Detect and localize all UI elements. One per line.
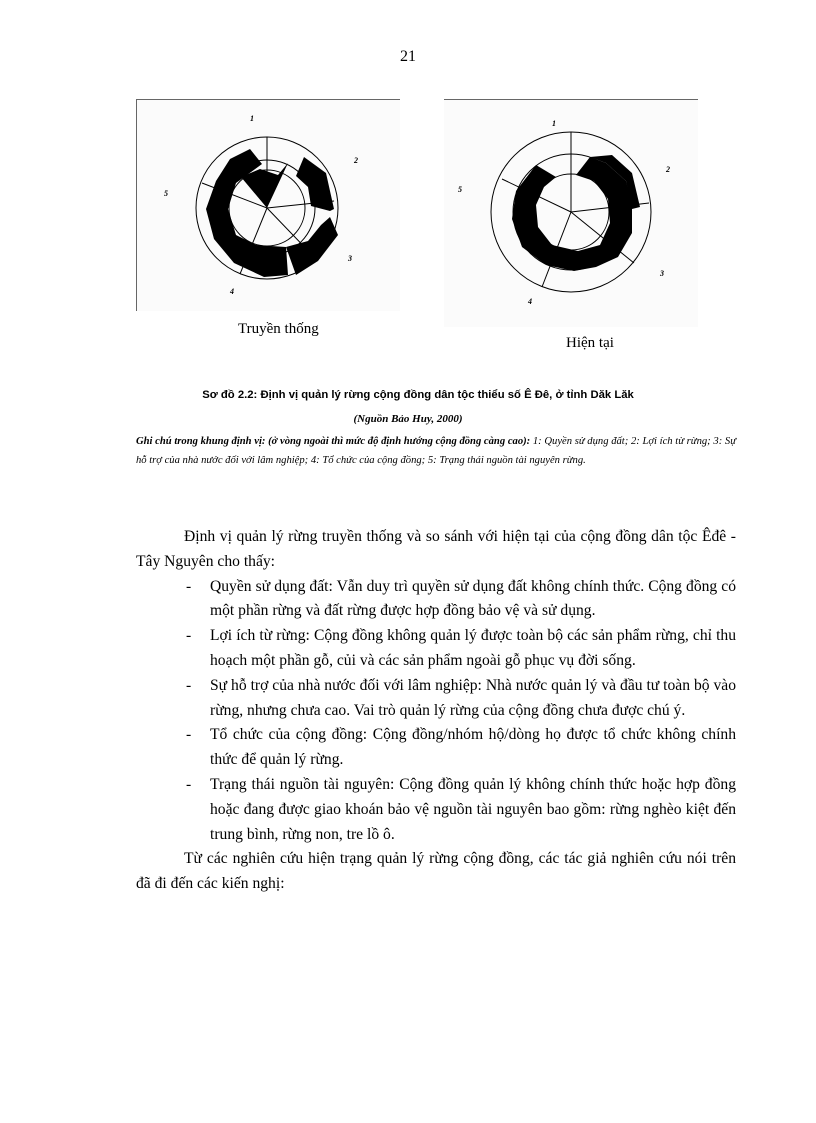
axis-label-2: 2 <box>666 165 670 174</box>
list-dash: - <box>186 577 192 595</box>
positioning-diagram-traditional <box>136 99 400 311</box>
list-item <box>136 674 736 724</box>
figure-traditional <box>136 99 400 311</box>
list-dash: - <box>186 726 192 744</box>
list-item <box>136 723 736 773</box>
list-item-text: Trạng thái nguồn tài nguyên: Cộng đồng quản lý không chính thức hoặc hợp đồng hoặc đang được giao khoán bảo vệ nguồn tài nguyên bao gồm: rừng nghèo kiệt đến trung bình, rừng non, tre lồ ô. <box>210 775 736 843</box>
caption-note-lead: Ghi chú trong khung định vị: (ở vòng ngoài thì mức độ định hướng cộng đồng càng cao): <box>136 436 531 447</box>
body-text <box>136 525 736 897</box>
axis-label-4: 4 <box>528 297 532 306</box>
axis-label-3: 3 <box>348 254 352 263</box>
closing-paragraph: Từ các nghiên cứu hiện trạng quản lý rừng cộng đồng, các tác giả nghiên cứu nói trên đã đi đến các kiến nghị: <box>136 850 736 893</box>
list-dash: - <box>186 676 192 694</box>
figure-caption-note <box>136 433 736 470</box>
axis-label-5: 5 <box>164 189 168 198</box>
axis-label-4: 4 <box>230 287 234 296</box>
list-item-text: Tổ chức của cộng đồng: Cộng đồng/nhóm hộ/dòng họ được tổ chức không chính thức để quản lý rừng. <box>210 726 736 769</box>
figure-caption-source: (Nguồn Bảo Huy, 2000) <box>353 413 463 425</box>
list-dash: - <box>186 627 192 645</box>
positioning-diagram-current <box>444 99 698 327</box>
figure-label-current: Hiện tại <box>566 335 614 351</box>
axis-label-3: 3 <box>660 269 664 278</box>
list-dash: - <box>186 775 192 793</box>
figure-caption-title: Sơ đồ 2.2: Định vị quản lý rừng cộng đồng dân tộc thiểu số Ê Đê, ở tỉnh Dăk Lăk <box>202 389 634 401</box>
findings-list <box>136 575 736 848</box>
list-item-text: Quyền sử dụng đất: Vẫn duy trì quyền sử dụng đất không chính thức. Cộng đồng có một phần rừng và đất rừng được hợp đồng bảo vệ và sử dụng. <box>210 577 736 620</box>
axis-label-5: 5 <box>458 185 462 194</box>
figure-current <box>444 99 698 327</box>
list-item-text: Sự hỗ trợ của nhà nước đối với lâm nghiệp: Nhà nước quản lý và đầu tư toàn bộ vào rừng, nhưng chưa cao. Vai trò quản lý rừng của cộng đồng chưa được chú ý. <box>210 676 736 719</box>
figure-label-traditional: Truyền thống <box>238 321 319 337</box>
axis-label-1: 1 <box>250 114 254 123</box>
caption-note-text: 1: Quyền sử dụng đất; 2: Lợi ích từ rừng; 3: Sự hỗ trợ của nhà nước đối với lâm nghiệp; 4: Tổ chức của cộng đồng; 5: Trạng thái nguồn tài nguyên rừng. <box>136 436 736 466</box>
list-item <box>136 773 736 847</box>
intro-paragraph: Định vị quản lý rừng truyền thống và so sánh với hiện tại của cộng đồng dân tộc Êđê - Tây Nguyên cho thấy: <box>136 528 736 570</box>
page-number: 21 <box>400 48 416 65</box>
list-item <box>136 575 736 625</box>
list-item-text: Lợi ích từ rừng: Cộng đồng không quản lý được toàn bộ các sản phẩm rừng, chỉ thu hoạch một phần gỗ, củi và các sản phẩm ngoài gỗ phục vụ đời sống. <box>210 627 736 669</box>
axis-label-1: 1 <box>552 119 556 128</box>
axis-label-2: 2 <box>354 156 358 165</box>
list-item <box>136 624 736 674</box>
